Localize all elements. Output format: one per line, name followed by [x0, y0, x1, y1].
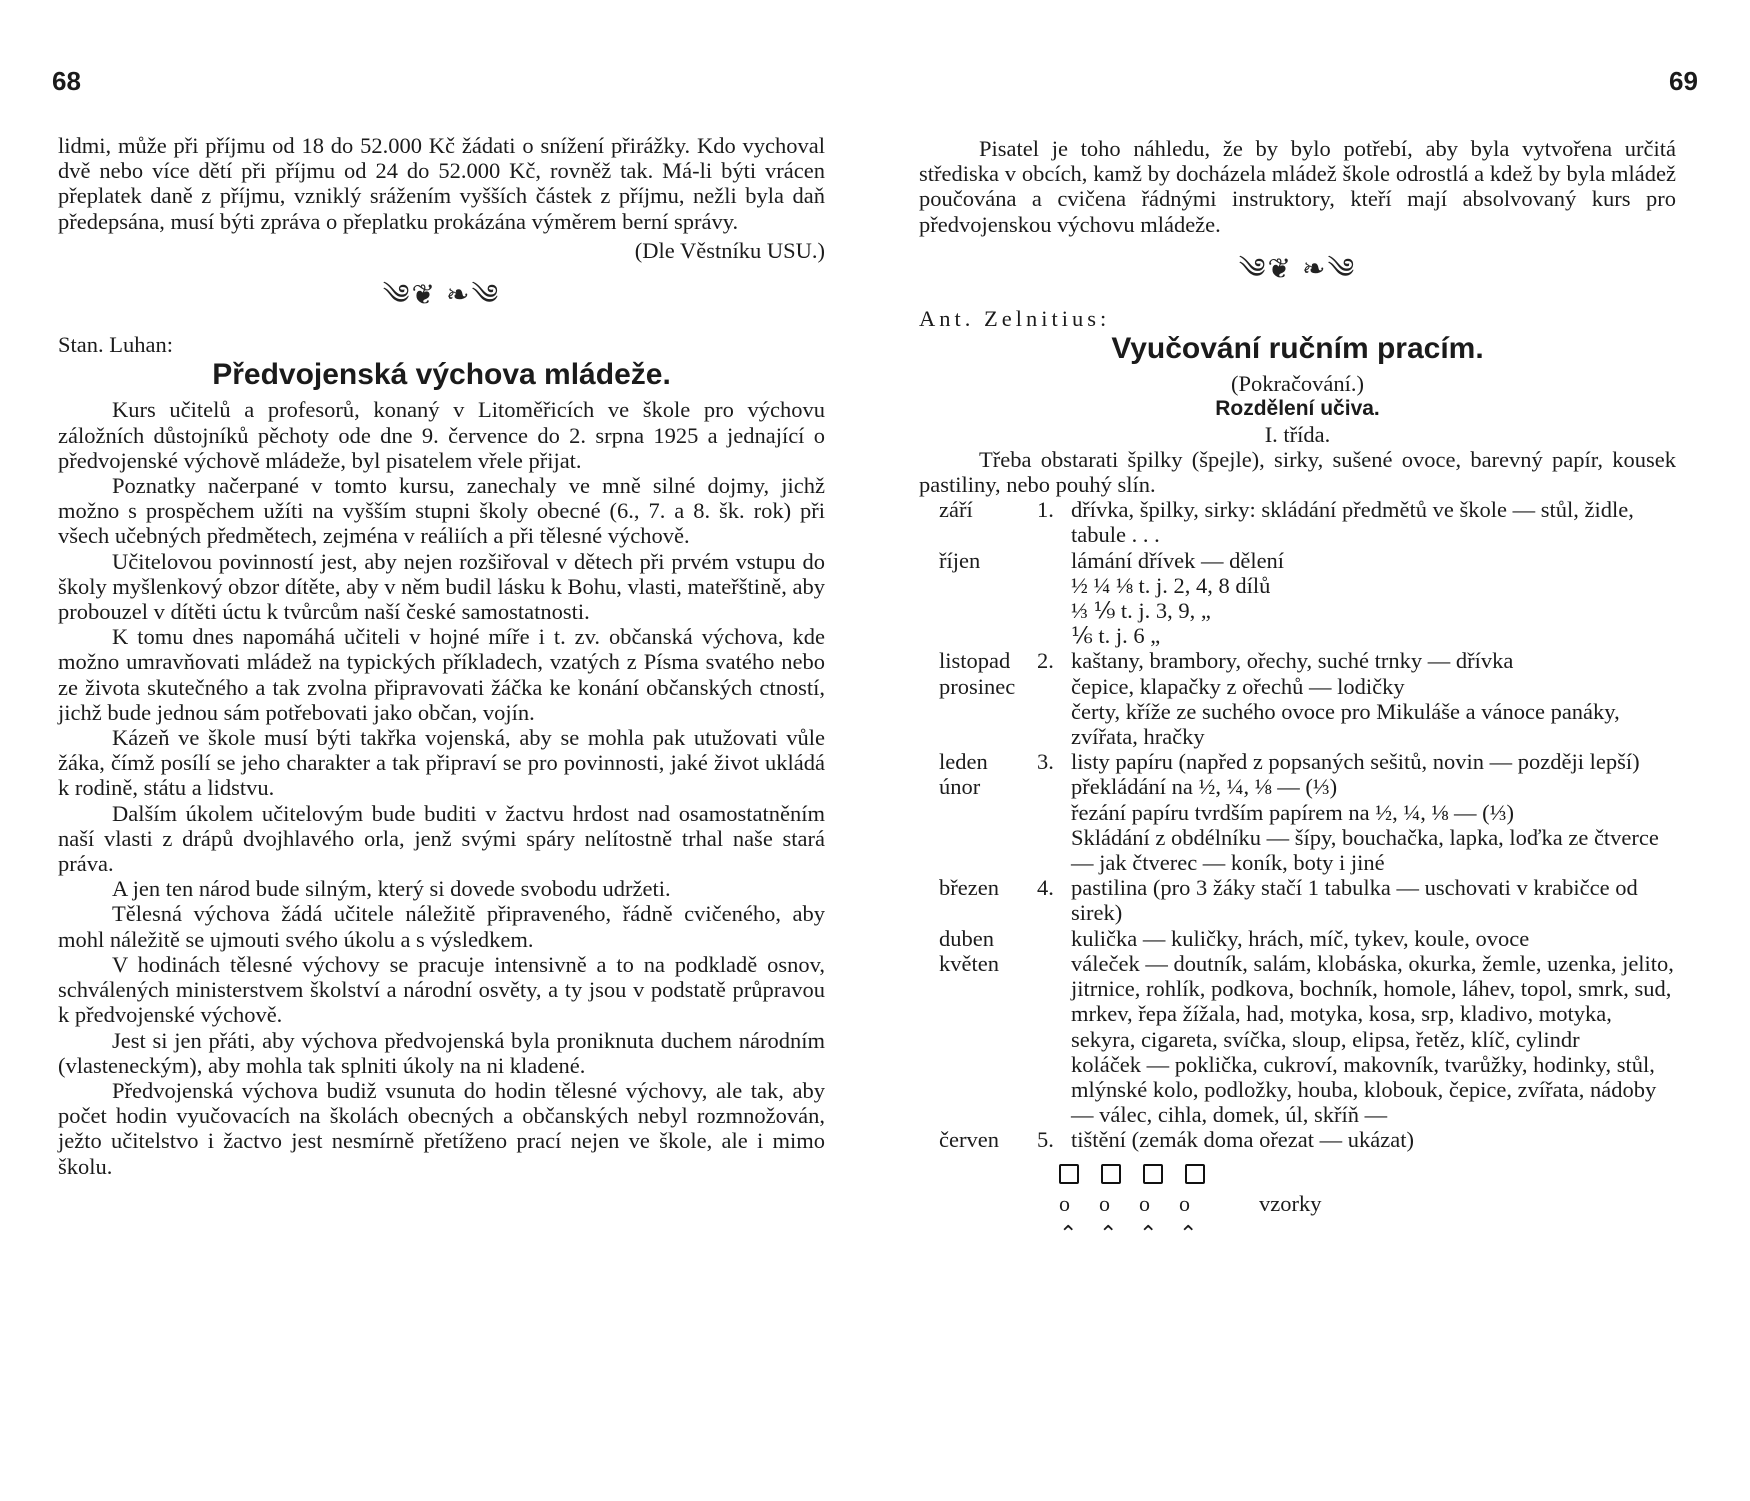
plan-row: [919, 497, 1676, 547]
circle-icon: o: [1099, 1190, 1110, 1216]
plan-row: [919, 825, 1676, 875]
plan-number: [1037, 699, 1071, 749]
square-icon: [1101, 1164, 1121, 1184]
plan-number: 2.: [1037, 648, 1054, 674]
plan-text: kaštany, brambory, ořechy, suché trnky — dřívka: [1071, 648, 1514, 674]
plan-row: [919, 926, 1676, 951]
plan-text: pastilina (pro 3 žáky stačí 1 tabulka — uschovati v krabičce od sirek): [1071, 875, 1638, 926]
plan-month: únor: [939, 774, 981, 800]
plan-number: 1.: [1037, 497, 1054, 523]
plan-number: 3.: [1037, 749, 1054, 775]
paragraph: K tomu dnes napomáhá učiteli v hojné míře i t. zv. občanská výchova, kde možno umravňovati mládež na typických příkladech, vzatých z Písma svatého nebo ze života skutečného a tak zvolna připravovati žáčka ke konání občanských ctností, jichž bude jednou sám potřebovati jako občan, vojín.: [58, 624, 825, 725]
plan-month: [919, 825, 1037, 875]
plan-number: [1037, 623, 1071, 648]
plan-month: [919, 699, 1037, 749]
circle-icon: o: [1059, 1190, 1070, 1216]
paragraph: A jen ten národ bude silným, který si dovede svobodu udržeti.: [112, 876, 671, 902]
plan-month: [919, 623, 1037, 648]
plan-text: dřívka, špilky, sirky: skládání předmětů ve škole — stůl, židle, tabule . . .: [1071, 497, 1634, 548]
plan-text: kulička — kuličky, hrách, míč, tykev, koule, ovoce: [1071, 925, 1530, 951]
right-page: [875, 0, 1750, 1501]
plan-month: prosinec: [939, 673, 1016, 699]
author: Stan. Luhan:: [58, 332, 173, 358]
plan-row: [919, 598, 1676, 623]
plan-number: 5.: [1037, 1127, 1054, 1153]
paragraph: Jest si jen přáti, aby výchova předvojenská byla proniknuta duchem národním (vlasteneckým), aby mohla tak splniti úkoly na ni kladené.: [58, 1027, 825, 1078]
samples: [919, 1159, 1676, 1249]
sample-row-triangles: [1059, 1219, 1676, 1249]
plan-row: [919, 774, 1676, 799]
plan-number: [1037, 598, 1071, 623]
plan-text: váleček — doutník, salám, klobáska, okurka, žemle, uzenka, jelito, jitrnice, rohlík, podkova, bochník, homole, láhev, topol, smrk, sud, mrkev, řepa žížala, had, motyka, kosa, srp, kladivo, motyka, sekyra, cigareta, svíčka, sloup, elipsa, řetěz, klíč, cylindr: [1071, 950, 1674, 1052]
paragraph: Učitelovou povinností jest, aby nejen rozšiřoval v dětech při prvém vstupu do školy myšlenkový obzor dítěte, aby v něm budil lásku k Bohu, vlasti, mateřštině, aby probouzel v dítěti úctu k tvůrcům naší české samostatnosti.: [58, 548, 825, 625]
plan-row: [919, 875, 1676, 925]
plan-text: koláček — poklička, cukroví, makovník, tvarůžky, hodinky, stůl, mlýnské kolo, podložky, houba, klobouk, čepice, zvířata, nádoby — válec, cihla, domek, úl, skříň —: [1071, 1051, 1657, 1128]
square-icon: [1143, 1164, 1163, 1184]
article-title: Předvojenská výchova mládeže.: [212, 358, 671, 392]
paragraph: Kurs učitelů a profesorů, konaný v Litoměřicích ve škole pro výchovu záložních důstojníků pěchoty ode dne 9. července do 2. srpna 1925 a jednající o předvojenské výchově mládeže, byl pisatelem vřele přijat.: [58, 397, 825, 473]
plan-number: [1037, 548, 1071, 573]
plan-month: [919, 1052, 1037, 1128]
paragraph: Třeba obstarati špilky (špejle), sirky, sušené ovoce, barevný papír, kousek pastiliny, nebo pouhý slín.: [919, 446, 1676, 498]
plan-number: [1037, 1052, 1071, 1128]
plan-row: [919, 1052, 1676, 1128]
plan-text: ⅓ ⅑ t. j. 3, 9, „: [1071, 598, 1211, 624]
plan-text: lámání dřívek — dělení: [1071, 547, 1285, 573]
ornament: ༄❦ ❧༄: [1238, 253, 1357, 285]
source-citation: (Dle Věstníku USU.): [634, 237, 825, 263]
plan-number: [1037, 926, 1071, 951]
triangle-icon: ⌃: [1139, 1220, 1158, 1246]
plan-row: [919, 951, 1676, 1052]
plan-text: překládání na ½, ¼, ⅛ — (⅓): [1071, 774, 1338, 800]
plan-number: [1037, 573, 1071, 598]
subtitle: (Pokračování.): [1230, 371, 1365, 397]
plan-month: [919, 800, 1037, 825]
sample-row-squares: [1059, 1159, 1676, 1189]
samples-label: vzorky: [1259, 1190, 1322, 1216]
paragraph: V hodinách tělesné výchovy se pracuje intensivně a to na podkladě osnov, schválených ministerstvem školství a národní osvěty, a ty jsou v podstatě průpravou k předvojenské výchově.: [58, 951, 825, 1028]
plan-row: [919, 648, 1676, 673]
paragraph: Tělesná výchova žádá učitele náležitě připraveného, řádně cvičeného, aby mohl náležitě se ujmouti svého úkolu a s výsledkem.: [58, 901, 825, 952]
square-icon: [1185, 1164, 1205, 1184]
plan-month: březen: [939, 875, 999, 901]
plan-text: listy papíru (napřed z popsaných sešitů, novin — později lepší): [1071, 749, 1640, 775]
plan-month: září: [939, 497, 973, 523]
page-number: 69: [1669, 66, 1698, 96]
left-column: [58, 133, 825, 1179]
plan-text: Skládání z obdélníku — šípy, bouchačka, lapka, loďka ze čtverce — jak čtverec — koník, boty i jiné: [1071, 824, 1659, 876]
plan-month: květen: [939, 950, 999, 976]
plan-number: [1037, 774, 1071, 799]
paragraph: Dalším úkolem učitelovým bude buditi v žactvu hrdost nad osamostatněním naší vlasti z drápů dvojhlavého orla, jenž svými spáry nelítostně trhal naše stará práva.: [58, 800, 825, 877]
plan-number: [1037, 800, 1071, 825]
paragraph: Pisatel je toho náhledu, že by bylo potřebí, aby byla vytvořena určitá střediska v obcích, kamž by docházela mládež škole odrostlá a kdež by byla mládež poučována a cvičena řádnými instruktory, kteří mají absolvovaný kurs pro předvojenskou výchovu mládeže.: [919, 136, 1676, 237]
plan-text: řezání papíru tvrdším papírem na ½, ¼, ⅛ — (⅓): [1071, 799, 1515, 825]
plan-row: [919, 749, 1676, 774]
ornament: ༄❦ ❧༄: [382, 280, 501, 312]
plan-number: [1037, 674, 1071, 699]
plan-text: tištění (zemák doma ořezat — ukázat): [1071, 1127, 1414, 1153]
plan-month: [919, 573, 1037, 598]
circle-icon: o: [1179, 1190, 1190, 1216]
triangle-icon: ⌃: [1059, 1220, 1078, 1246]
plan-row: [919, 548, 1676, 573]
plan-row: [919, 623, 1676, 648]
plan-month: leden: [939, 749, 988, 775]
paragraph: Poznatky načerpané v tomto kursu, zanechaly ve mně silné dojmy, jichž možno s prospěchem užíti na vyšším stupni školy obecné (6., 7. a 8. šk. rok) při všech učebných předmětech, zejména v reáliích a při tělesné výchově.: [58, 473, 825, 549]
article-title: Vyučování ručním pracím.: [1111, 332, 1484, 366]
plan-text: čepice, klapačky z ořechů — lodičky: [1071, 673, 1405, 699]
paragraph: Předvojenská výchova budiž vsunuta do hodin tělesné výchovy, ale tak, aby počet hodin vyučovacích na školách obecných a občanských nebyl rozmnožován, ježto učitelstvo i žactvo jest nesmírně přetíženo prací nejen ve škole, ale i mimo školu.: [58, 1077, 825, 1179]
plan-number: [1037, 825, 1071, 875]
triangle-icon: ⌃: [1099, 1220, 1118, 1246]
circle-icon: o: [1139, 1190, 1150, 1216]
plan-month: listopad: [939, 648, 1011, 674]
plan-month: duben: [939, 925, 994, 951]
plan-month: [919, 598, 1037, 623]
plan-row: [919, 674, 1676, 699]
paragraph: lidmi, může při příjmu od 18 do 52.000 Kč žádati o snížení přirážky. Kdo vychoval dvě nebo více dětí při příjmu od 24 do 52.000 Kč, rovněž tak. Má-li býti vrácen přeplatek daně z příjmu, vzniklý srážením vyšších částek z příjmu, nežli byla daň předepsána, musí býti zpráva o přeplatku prokázána výměrem berní správy.: [58, 133, 825, 234]
plan-number: [1037, 951, 1071, 1052]
sample-row-circles: [1059, 1189, 1676, 1219]
grade-heading: I. třída.: [1264, 421, 1331, 447]
plan-text: čerty, kříže ze suchého ovoce pro Mikuláše a vánoce panáky, zvířata, hračky: [1071, 698, 1620, 750]
paragraph: Kázeň ve škole musí býti takřka vojenská, aby se mohla pak utužovati vůle žáka, čímž posílí se jeho charakter a tak připraví se pro povinnosti, jaké život ukládá k rodině, státu a lidstvu.: [58, 725, 825, 801]
plan-row: [919, 573, 1676, 598]
plan-row: [919, 699, 1676, 749]
plan-month: říjen: [939, 547, 981, 573]
curriculum-table: [919, 497, 1676, 1152]
plan-row: [919, 800, 1676, 825]
plan-text: ⅙ t. j. 6 „: [1071, 623, 1161, 649]
author: Ant. Zelnitius:: [919, 306, 1111, 332]
page-number: 68: [52, 66, 81, 96]
square-icon: [1059, 1164, 1079, 1184]
right-column: [919, 136, 1676, 1249]
plan-month: červen: [939, 1127, 999, 1153]
plan-number: 4.: [1037, 875, 1054, 901]
triangle-icon: ⌃: [1179, 1220, 1198, 1246]
section-heading: Rozdělení učiva.: [1215, 397, 1380, 421]
plan-row: [919, 1127, 1676, 1152]
plan-text: ½ ¼ ⅛ t. j. 2, 4, 8 dílů: [1071, 572, 1271, 598]
